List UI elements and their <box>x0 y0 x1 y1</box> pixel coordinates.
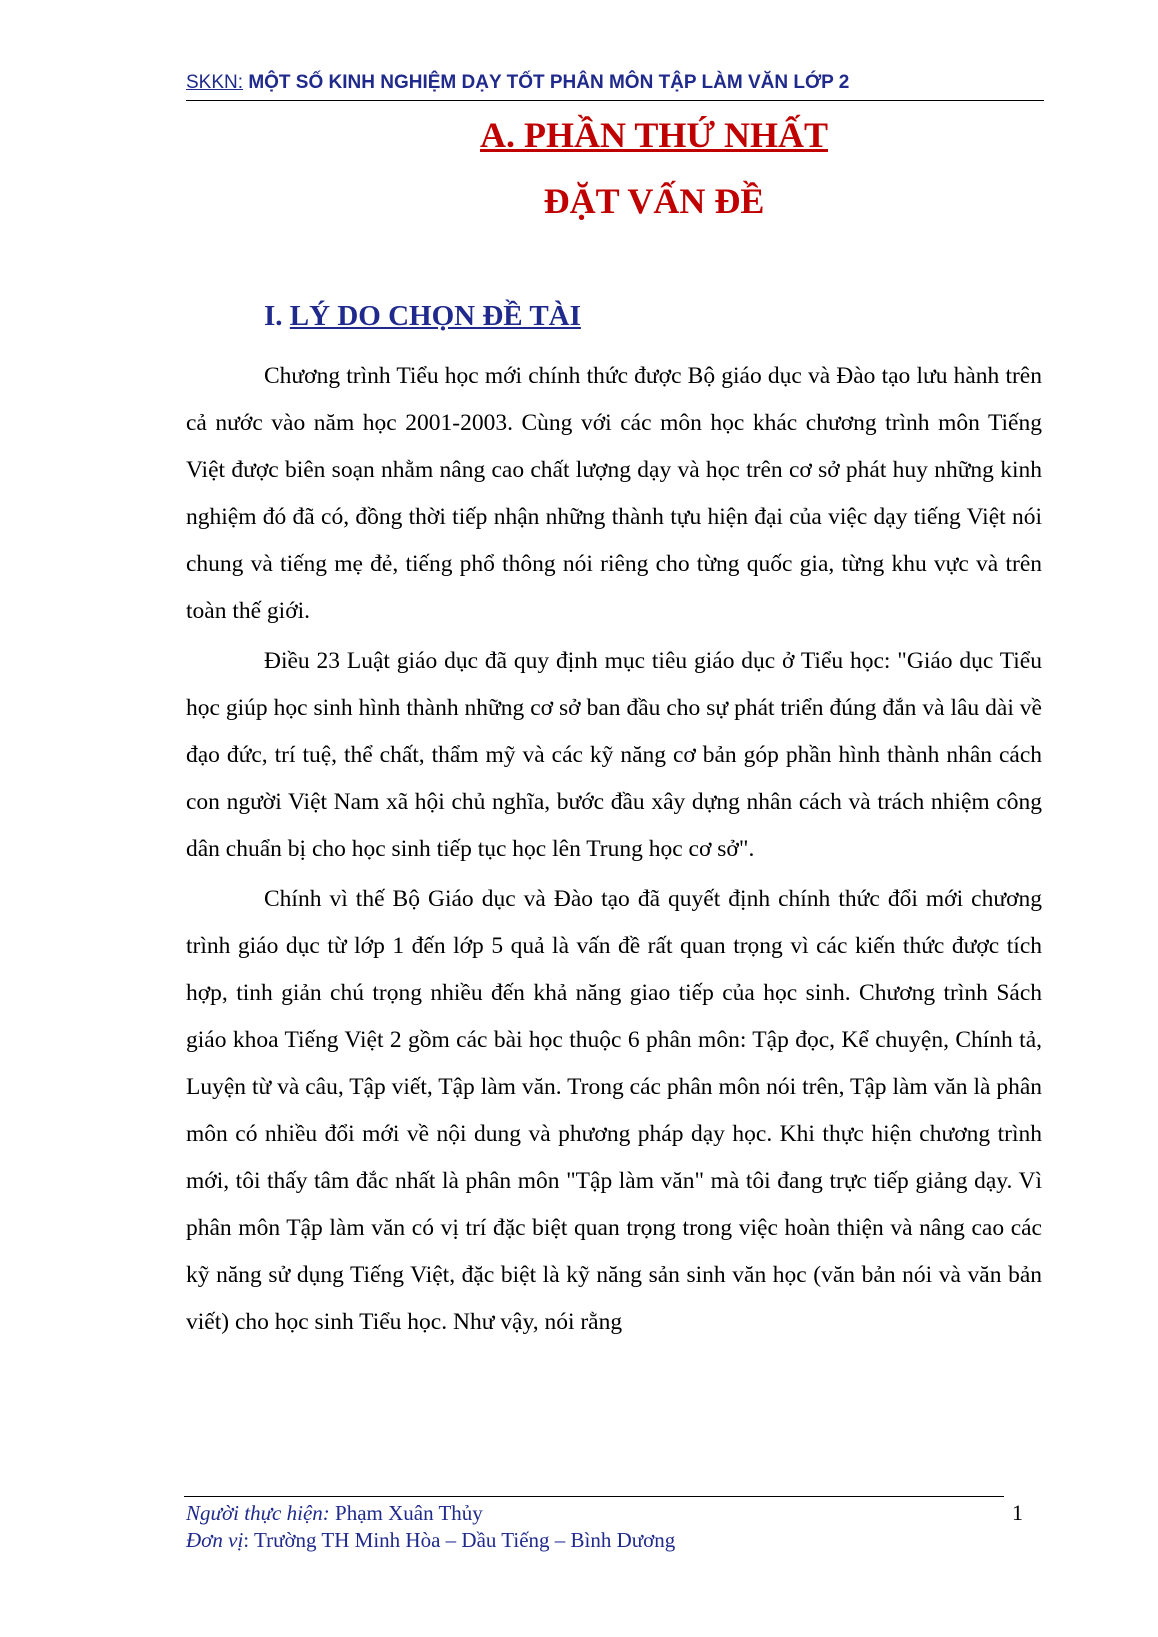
header-title: MỘT SỐ KINH NGHIỆM DẠY TỐT PHÂN MÔN TẬP LÀM VĂN LỚP 2 <box>248 72 850 93</box>
paragraph-2: Điều 23 Luật giáo dục đã quy định mục tiêu giáo dục ở Tiểu học: "Giáo dục Tiểu học giúp học sinh hình thành những cơ sở ban đầu cho sự phát triển đúng đắn và lâu dài về đạo đức, trí tuệ, thể chất, thẩm mỹ và các kỹ năng cơ bản góp phần hình thành nhân cách con người Việt Nam xã hội chủ nghĩa, bước đầu xây dựng nhân cách và trách nhiệm công dân chuẩn bị cho học sinh tiếp tục học lên Trung học cơ sở". <box>186 648 1042 862</box>
section-number: I. <box>264 300 283 332</box>
footer-author-label: Người thực hiện: <box>186 1501 330 1525</box>
part-subtitle: ĐẶT VẤN ĐỀ <box>543 181 765 221</box>
paragraph-3: Chính vì thế Bộ Giáo dục và Đào tạo đã quyết định chính thức đổi mới chương trình giáo dục từ lớp 1 đến lớp 5 quả là vấn đề rất quan trọng vì các kiến thức được tích hợp, tinh giản chú trọng nhiều đến khả năng giao tiếp của học sinh. Chương trình Sách giáo khoa Tiếng Việt 2 gồm các bài học thuộc 6 phân môn: Tập đọc, Kể chuyện, Chính tả, Luyện từ và câu, Tập viết, Tập làm văn. Trong các phân môn nói trên, Tập làm văn là phân môn có nhiều đổi mới về nội dung và phương pháp dạy học. Khi thực hiện chương trình mới, tôi thấy tâm đắc nhất là phân môn "Tập làm văn" mà tôi đang trực tiếp giảng dạy. Vì phân môn Tập làm văn có vị trí đặc biệt quan trọng trong việc hoàn thiện và nâng cao các kỹ năng sử dụng Tiếng Việt, đặc biệt là kỹ năng sản sinh văn học (văn bản nói và văn bản viết) cho học sinh Tiểu học. Như vậy, nói rằng <box>186 886 1042 1335</box>
footer-unit-line <box>186 1527 675 1554</box>
footer-divider <box>184 1496 1004 1497</box>
paragraph-1: Chương trình Tiểu học mới chính thức được Bộ giáo dục và Đào tạo lưu hành trên cả nước vào năm học 2001-2003. Cùng với các môn học khác chương trình môn Tiếng Việt được biên soạn nhằm nâng cao chất lượng dạy và học trên cơ sở phát huy những kinh nghiệm đó đã có, đồng thời tiếp nhận những thành tựu hiện đại của việc dạy tiếng Việt nói chung và tiếng mẹ đẻ, tiếng phổ thông nói riêng cho từng quốc gia, từng khu vực và trên toàn thế giới. <box>186 363 1042 624</box>
page-number: 1 <box>1012 1500 1023 1525</box>
section-label: LÝ DO CHỌN ĐỀ TÀI <box>289 300 581 332</box>
page-footer <box>186 1500 675 1554</box>
footer-author-name: Phạm Xuân Thủy <box>335 1501 483 1525</box>
page-header <box>186 72 1044 101</box>
header-prefix: SKKN: <box>186 72 244 93</box>
section-heading <box>264 300 581 333</box>
footer-unit-label: Đơn vị <box>186 1528 244 1552</box>
body-text <box>186 353 1042 1349</box>
part-title: A. PHẦN THỨ NHẤT <box>479 115 828 155</box>
footer-unit-value: : Trường TH Minh Hòa – Dầu Tiếng – Bình Dương <box>243 1528 676 1552</box>
footer-author-line <box>186 1500 675 1527</box>
